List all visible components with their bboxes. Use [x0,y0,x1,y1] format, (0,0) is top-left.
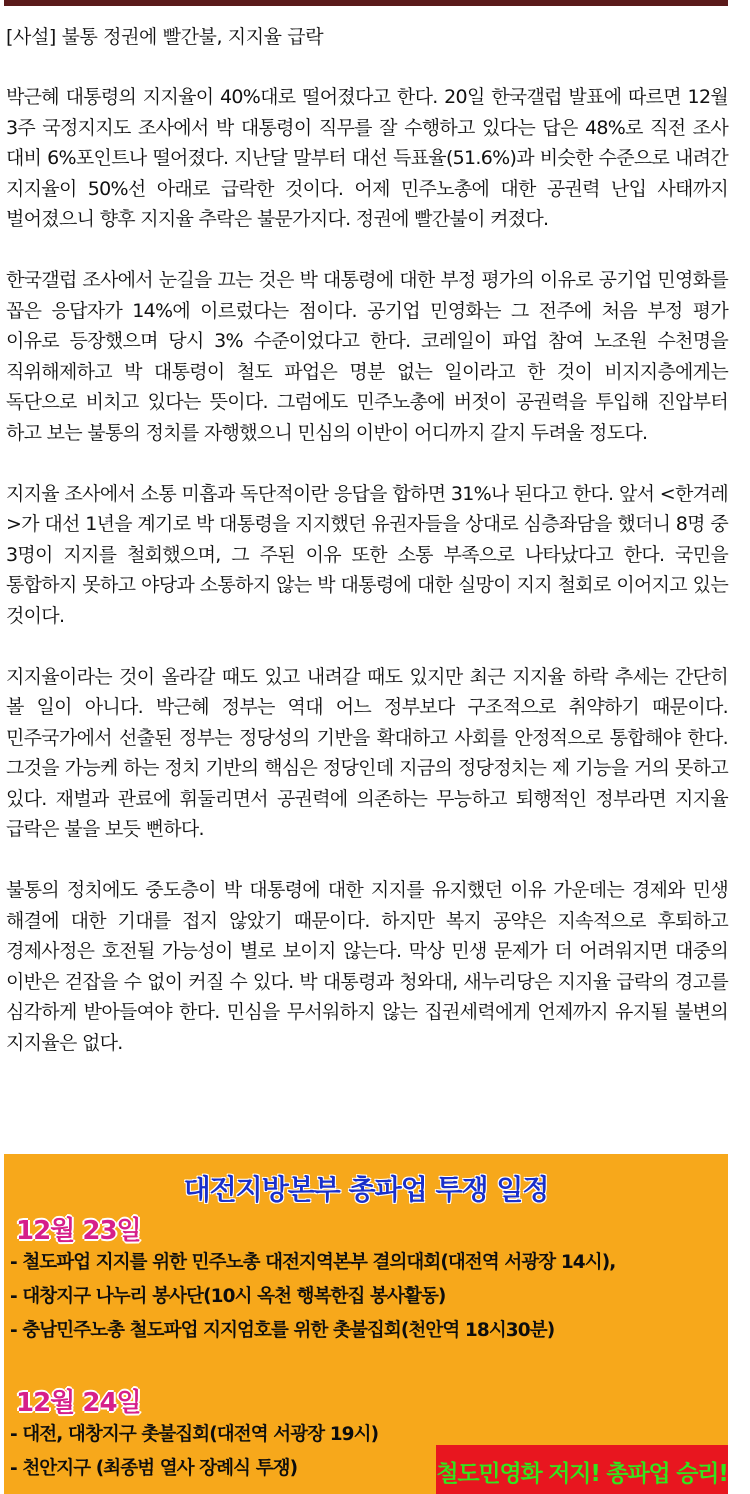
article-paragraph-3: 지지율 조사에서 소통 미흡과 독단적이란 응답을 합하면 31%나 된다고 한다. 앞서 <한겨레>가 대선 1년을 계기로 박 대통령을 지지했던 유권자들을 상대로 심층좌담을 했더니 8명 중 3명이 지지를 철회했으며, 그 주된 이유 또한 소통 부족으로 나타났다고 한다. 국민을 통합하지 못하고 야당과 소통하지 않는 박 대통령에 대한 실망이 지지 철회로 이어지고 있는 것이다. [6,482,728,627]
schedule-item: - 대창지구 나누리 봉사단(10시 옥천 행복한집 봉사활동) [10,1286,446,1307]
schedule-date-dec-24: 12월 24일 [16,1388,141,1418]
schedule-item: - 천안지구 (최종범 열사 장례식 투쟁) [10,1458,298,1479]
slogan-banner [436,1445,728,1494]
slogan-text: 철도민영화 저지! 총파업 승리! [436,1461,728,1487]
article-paragraph-4: 지지율이라는 것이 올라갈 때도 있고 내려갈 때도 있지만 최근 지지율 하락 추세는 간단히 볼 일이 아니다. 박근혜 정부는 역대 어느 정부보다 구조적으로 취약하기 때문이다. 민주국가에서 선출된 정부는 정당성의 기반을 확대하고 사회를 안정적으로 통합해야 한다. 그것을 가능케 하는 정치 기반의 핵심은 정당인데 지금의 정당정치는 제 기능을 거의 못하고 있다. 재벌과 관료에 휘둘리면서 공권력에 의존하는 무능하고 퇴행적인 정부라면 지지율 급락은 불을 보듯 뻔하다. [6,665,728,841]
article-headline: [사설] 불통 정권에 빨간불, 지지율 급락 [6,26,324,48]
schedule-item: - 충남민주노총 철도파업 지지엄호를 위한 촛불집회(천안역 18시30분) [10,1320,555,1341]
schedule-title: 대전지방본부 총파업 투쟁 일정 [183,1173,549,1206]
schedule-item: - 대전, 대창지구 촛불집회(대전역 서광장 19시) [10,1424,379,1445]
editorial-article [6,22,728,1089]
article-paragraph-1: 박근혜 대통령의 지지율이 40%대로 떨어졌다고 한다. 20일 한국갤럽 발표에 따르면 12월 3주 국정지지도 조사에서 박 대통령이 직무를 잘 수행하고 있다는 답은 48%로 직전 조사 대비 6%포인트나 떨어졌다. 지난달 말부터 대선 득표율(51.6%)과 비슷한 수준으로 내려간 지지율이 50%선 아래로 급락한 것이다. 어제 민주노총에 대한 공권력 난입 사태까지 벌어졌으니 향후 지지율 추락은 불문가지다. 정권에 빨간불이 켜졌다. [6,86,728,231]
article-paragraph-5: 불통의 정치에도 중도층이 박 대통령에 대한 지지를 유지했던 이유 가운데는 경제와 민생 해결에 대한 기대를 접지 않았기 때문이다. 하지만 복지 공약은 지속적으로 후퇴하고 경제사정은 호전될 가능성이 별로 보이지 않는다. 막상 민생 문제가 더 어려워지면 대중의 이반은 걷잡을 수 없이 커질 수 있다. 박 대통령과 청와대, 새누리당은 지지율 급락의 경고를 심각하게 받아들여야 한다. 민심을 무서워하지 않는 집권세력에게 언제까지 유지될 불변의 지지율은 없다. [6,879,728,1055]
schedule-item: - 철도파업 지지를 위한 민주노총 대전지역본부 결의대회(대전역 서광장 14시), [10,1252,616,1273]
strike-schedule-panel [4,1154,728,1494]
top-border-bar [4,0,728,6]
article-paragraph-2: 한국갤럽 조사에서 눈길을 끄는 것은 박 대통령에 대한 부정 평가의 이유로 공기업 민영화를 꼽은 응답자가 14%에 이르렀다는 점이다. 공기업 민영화는 그 전주에 처음 부정 평가 이유로 등장했으며 당시 3% 수준이었다고 한다. 코레일이 파업 참여 노조원 수천명을 직위해제하고 박 대통령이 철도 파업은 명분 없는 일이라고 한 것이 비지지층에게는 독단으로 비치고 있다는 뜻이다. 그럼에도 민주노총에 버젓이 공권력을 투입해 진압부터 하고 보는 불통의 정치를 자행했으니 민심의 이반이 어디까지 갈지 두려울 정도다. [6,268,728,444]
schedule-date-dec-23: 12월 23일 [16,1216,141,1246]
